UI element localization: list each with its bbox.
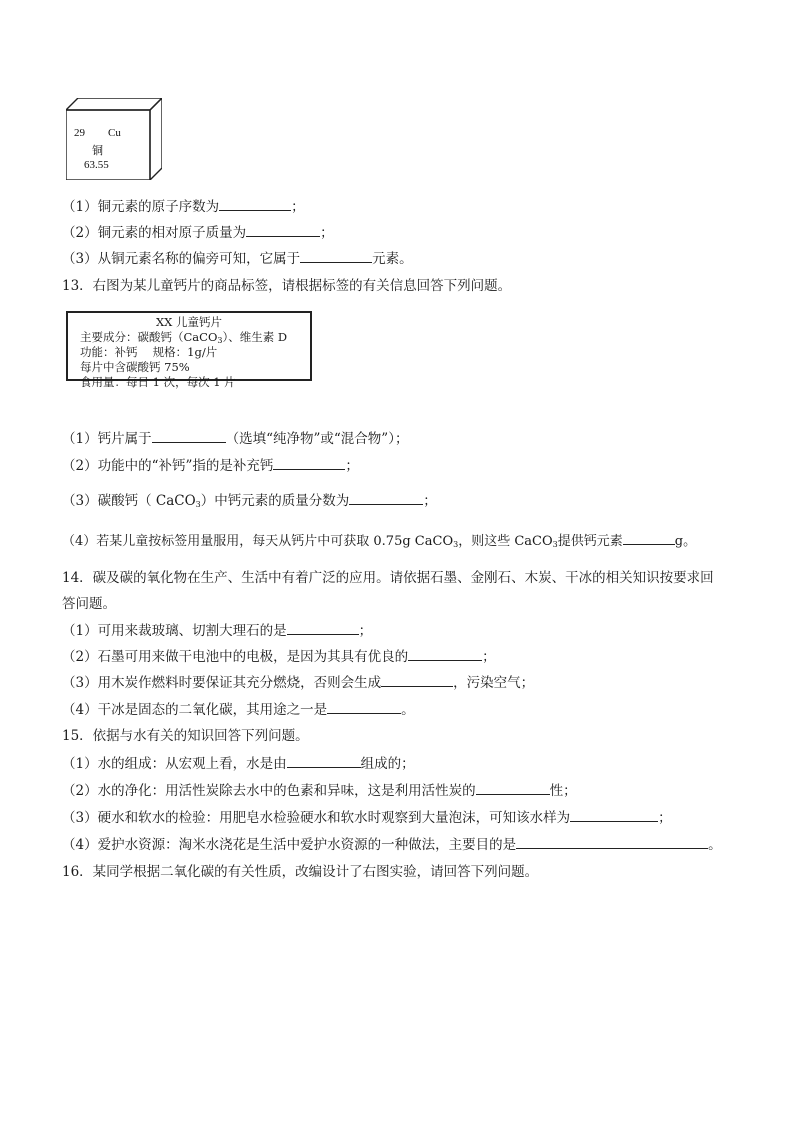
q15-part-3: （3）硬水和软水的检验：用肥皂水检验硬水和软水时观察到大量泡沫，可知该水样为 ；: [62, 807, 672, 828]
answer-blank[interactable]: [246, 222, 320, 237]
answer-blank[interactable]: [408, 646, 482, 661]
answer-blank[interactable]: [152, 428, 226, 443]
answer-blank[interactable]: [623, 530, 675, 545]
answer-blank[interactable]: [287, 753, 361, 768]
q14-part-1: （1）可用来裁玻璃、切割大理石的是 ；: [62, 620, 372, 641]
label-dosage: 食用量：每日 1 次，每次 1 片: [80, 375, 236, 389]
answer-blank[interactable]: [570, 807, 658, 822]
q12-part-1: （1）铜元素的原子序数为 ；: [62, 196, 305, 217]
q13-part-2: （2）功能中的“补钙”指的是补充钙 ；: [62, 455, 359, 476]
label-function: 功能：补钙 规格：1g/片: [80, 345, 218, 359]
answer-blank[interactable]: [287, 620, 359, 635]
q16-stem: 16．某同学根据二氧化碳的有关性质，改编设计了右图实验，请回答下列问题。: [62, 864, 539, 880]
q14-part-3: （3）用木炭作燃料时要保证其充分燃烧，否则会生成 ，污染空气；: [62, 672, 534, 693]
answer-blank[interactable]: [219, 196, 291, 211]
copper-element-card: [66, 98, 162, 180]
answer-blank[interactable]: [381, 672, 453, 687]
atomic-number: 29: [74, 127, 85, 139]
q15-stem: 15．依据与水有关的知识回答下列问题。: [62, 728, 309, 744]
q14-part-4: （4）干冰是固态的二氧化碳，其用途之一是 。: [62, 699, 415, 720]
calcium-tablet-label: [66, 311, 312, 389]
element-name: 铜: [92, 144, 103, 157]
answer-blank[interactable]: [273, 455, 345, 470]
element-card-box-shape: [66, 98, 162, 180]
q15-part-1: （1）水的组成：从宏观上看，水是由 组成的；: [62, 753, 415, 774]
answer-blank[interactable]: [516, 834, 708, 849]
label-content: 每片中含碳酸钙 75%: [80, 360, 190, 374]
q13-stem: 13．右图为某儿童钙片的商品标签，请根据标签的有关信息回答下列问题。: [62, 278, 512, 294]
label-ingredients: 主要成分：碳酸钙（CaCO$_3$）、维生素 D: [80, 330, 288, 345]
q13-part-4: （4）若某儿童按标签用量服用，每天从钙片中可获取 0.75g CaCO$_3$，则这些 CaCO$_3$提供钙元素 g。: [62, 530, 696, 552]
answer-blank[interactable]: [349, 490, 423, 505]
q13-part-1: （1）钙片属于 （选填“纯净物”或“混合物”）；: [62, 428, 408, 449]
atomic-mass: 63.55: [84, 159, 109, 171]
q14-part-2: （2）石墨可用来做干电池中的电极，是因为其具有优良的 ；: [62, 646, 496, 667]
q15-part-2: （2）水的净化：用活性炭除去水中的色素和异味，这是利用活性炭的 性；: [62, 780, 577, 801]
q12-part-2: （2）铜元素的相对原子质量为 ；: [62, 222, 334, 243]
q14-stem-line-2: 答问题。: [62, 596, 116, 612]
q15-part-4: （4）爱护水资源：淘米水浇花是生活中爱护水资源的一种做法，主要目的是 。: [62, 834, 722, 855]
answer-blank[interactable]: [327, 699, 401, 714]
label-title: XX 儿童钙片: [155, 315, 223, 329]
q14-stem-line-1: 14．碳及碳的氧化物在生产、生活中有着广泛的应用。请依据石墨、金刚石、木炭、干冰的相关知识按要求回: [62, 570, 714, 586]
q12-part-3: （3）从铜元素名称的偏旁可知，它属于 元素。: [62, 248, 413, 269]
element-symbol: Cu: [108, 127, 121, 139]
answer-blank[interactable]: [300, 248, 372, 263]
answer-blank[interactable]: [476, 780, 550, 795]
q13-part-3: （3）碳酸钙（ CaCO$_3$）中钙元素的质量分数为 ；: [62, 490, 437, 511]
